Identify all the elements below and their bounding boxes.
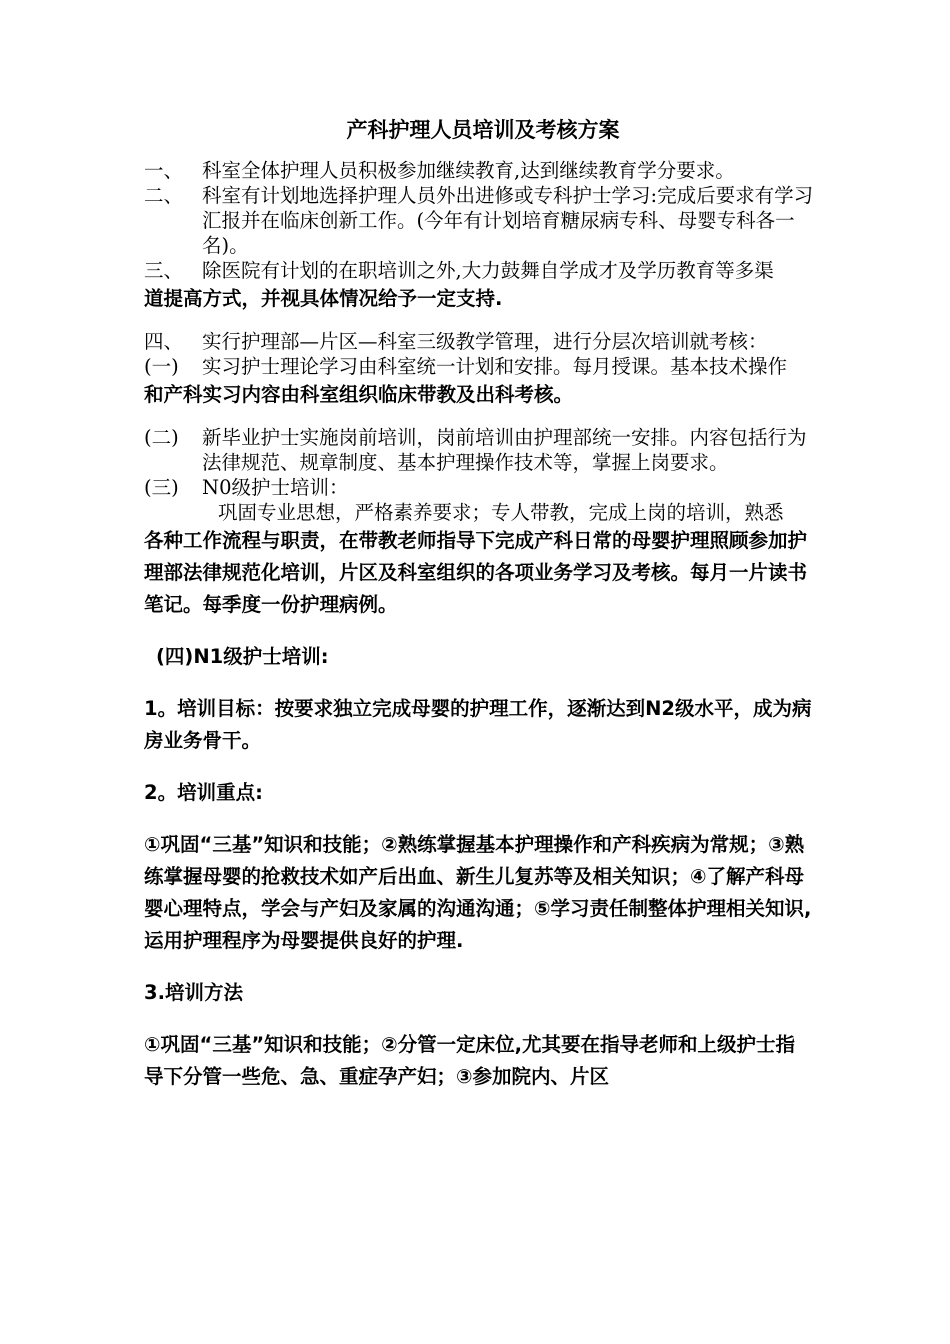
sub-item-1-marker: (一) (144, 355, 179, 378)
item-2-text: 科室有计划地选择护理人员外出进修或专科护士学习:完成后要求有学习汇报并在临床创新工作。(今年有计划培育糖尿病专科、母婴专科各一名)。 (202, 184, 814, 257)
training-focus-text: ①巩固“三基”知识和技能；②熟练掌握基本护理操作和产科疾病为常规；③熟练掌握母婴的抢救技术如产后出血、新生儿复苏等及相关知识；④了解产科母婴心理特点，学会与产妇及家属的沟通沟通；⑤学习责任制整体护理相关知识,运用护理程序为母婴提供良好的护理. (144, 833, 812, 952)
sub-item-3-marker: (三) (144, 476, 179, 499)
item-3-text: 除医院有计划的在职培训之外,大力鼓舞自学成才及学历教育等多渠 (202, 259, 774, 282)
item-2 (144, 183, 814, 258)
sub-item-4-heading: (四)N1级护士培训: (156, 645, 329, 668)
sub-item-3-text: N0级护士培训： (202, 476, 349, 499)
training-goal: 1。培训目标：按要求独立完成母婴的护理工作，逐渐达到N2级水平，成为病房业务骨干。 (144, 697, 812, 752)
item-2-marker: 二、 (144, 184, 184, 207)
sub-item-2-text: 新毕业护士实施岗前培训，岗前培训由护理部统一安排。内容包括行为法律规范、规章制度、基本护理操作技术等，掌握上岗要求。 (202, 426, 807, 474)
sub-item-1 (144, 354, 814, 379)
item-3 (144, 258, 814, 283)
item-3-continuation: 道提高方式，并视具体情况给予一定支持. (144, 287, 503, 310)
item-3-marker: 三、 (144, 259, 184, 282)
sub-item-1-continuation: 和产科实习内容由科室组织临床带教及出科考核。 (144, 383, 574, 406)
sub-item-1-text: 实习护士理论学习由科室统一计划和安排。每月授课。基本技术操作 (202, 355, 788, 378)
item-4 (144, 329, 814, 354)
training-method-text: ①巩固“三基”知识和技能；②分管一定床位,尤其要在指导老师和上级护士指导下分管一些危、急、重症孕产妇；③参加院内、片区 (144, 1033, 796, 1088)
document-title: 产科护理人员培训及考核方案 (346, 118, 620, 142)
sub-item-3-continuation: 各种工作流程与职责，在带教老师指导下完成产科日常的母婴护理照顾参加护理部法律规范化培训，片区及科室组织的各项业务学习及考核。每月一片读书笔记。每季度一份护理病例。 (144, 529, 808, 616)
item-1-marker: 一、 (144, 159, 184, 182)
sub-item-2-marker: (二) (144, 426, 179, 449)
item-4-marker: 四、 (144, 330, 184, 353)
sub-item-3 (144, 475, 814, 500)
item-4-text: 实行护理部—片区—科室三级教学管理，进行分层次培训就考核： (202, 330, 768, 353)
training-method-heading: 3.培训方法 (144, 981, 243, 1004)
item-1-text: 科室全体护理人员积极参加继续教育,达到继续教育学分要求。 (202, 159, 735, 182)
document-page (144, 114, 814, 1093)
training-focus-heading: 2。培训重点: (144, 781, 263, 804)
item-1 (144, 158, 814, 183)
sub-item-2 (144, 425, 814, 475)
sub-item-3-line: 巩固专业思想，严格素养要求；专人带教，完成上岗的培训，熟悉 (218, 501, 784, 524)
